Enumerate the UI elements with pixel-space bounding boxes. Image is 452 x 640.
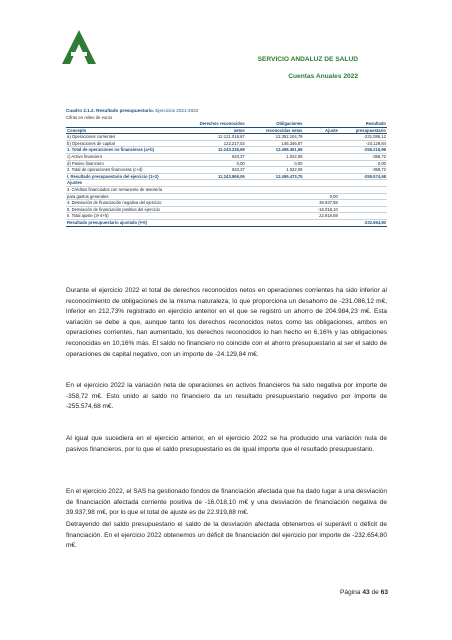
table-cell	[304, 153, 339, 160]
header-doc: Cuentas Anuales 2022	[288, 73, 358, 80]
table-row	[66, 173, 387, 180]
table-cell: 146.346,87	[246, 140, 304, 147]
table-cell: 12.352.104,79	[246, 134, 304, 141]
table-cell	[304, 219, 339, 226]
table-cell	[182, 206, 246, 213]
table-cell: presupuestario	[339, 127, 387, 134]
table-cell	[339, 200, 387, 207]
table-cell: 4. Desviación de financiación negativa del ejercicio	[66, 200, 182, 207]
table-cell: b) Operaciones de capital	[66, 140, 182, 147]
table-cell: 1.022,09	[246, 153, 304, 160]
logo-mark	[62, 30, 96, 64]
table-cell: 12.499.473,75	[246, 173, 304, 180]
table-header-row-bottom	[66, 127, 387, 134]
table-row	[66, 153, 387, 160]
header-org: SERVICIO ANDALUZ DE SALUD	[257, 56, 358, 63]
table-cell: para gastos generales	[66, 193, 182, 200]
table-cell: -358,72	[339, 153, 387, 160]
table-cell	[339, 213, 387, 220]
table-cell	[246, 213, 304, 220]
footer-total: 63	[380, 589, 388, 596]
table-cell	[182, 213, 246, 220]
table-cell: 0,00	[304, 193, 339, 200]
table-cell	[182, 193, 246, 200]
table-cell: 3. Créditos financiados con remanente de tesorería	[66, 186, 182, 193]
table-row	[66, 200, 387, 207]
table-cell	[246, 193, 304, 200]
table-cell	[339, 186, 387, 193]
table-cell	[304, 160, 339, 167]
table-section-adjustments	[66, 180, 387, 187]
junta-andalucia-logo	[62, 30, 96, 64]
table-cell: -231.086,12	[339, 134, 387, 141]
table-row	[66, 186, 387, 193]
table-cell	[246, 186, 304, 193]
table-row	[66, 167, 387, 174]
table-cell: 5. Desviación de financiación positiva del ejercicio	[66, 206, 182, 213]
table-cell: II. Total ajuste (3+4+5)	[66, 213, 182, 220]
paragraph-3: Al igual que sucediera en el ejercicio anterior, en el ejercicio 2022 se ha producido una variación nula de pasivos financieros, por lo que el saldo presupuestario es de igual importe que el resultado presupuestario.	[66, 435, 387, 453]
table-cell: 0,00	[339, 160, 387, 167]
table-cell: 122.217,02	[182, 140, 246, 147]
table-cell	[246, 206, 304, 213]
table-row	[66, 206, 387, 213]
table-cell: 633,37	[182, 153, 246, 160]
page-footer	[340, 589, 388, 596]
table-cell: Obligaciones	[246, 121, 304, 127]
table-cell: Ajuste	[304, 127, 339, 134]
table-cell: 12.121.018,67	[182, 134, 246, 141]
table-cell: -232.654,80	[339, 219, 387, 226]
table-cell: 1. Total de operaciones no financieras (a+b)	[66, 147, 182, 154]
budget-result-table	[66, 121, 387, 227]
table-cell: I. Resultado presupuestario del ejercicio (1+2)	[66, 173, 182, 180]
table-cell: -255.215,96	[339, 147, 387, 154]
table-cell	[246, 200, 304, 207]
table-body	[66, 121, 387, 226]
table-subtitle: Cifras en miles de euros	[66, 115, 113, 120]
table-cell: 12.243.235,69	[182, 147, 246, 154]
paragraph-2: En el ejercicio 2022 la variación neta de operaciones en activos financieros ha sido negativa por importe de -358,72 m€. Esto unido al saldo no financiero da un resultado presupuestario negativo por importe de -255.574,68 m€.	[66, 382, 387, 411]
table-cell: a) Operaciones corrientes	[66, 134, 182, 141]
table-cell	[304, 147, 339, 154]
table-row	[66, 160, 387, 167]
table-cell: netos	[182, 127, 246, 134]
table-cell: 1.022,09	[246, 167, 304, 174]
table-cell: c) Activo financiero	[66, 153, 182, 160]
table-row	[66, 134, 387, 141]
table-cell	[304, 173, 339, 180]
table-cell	[339, 193, 387, 200]
adjustments-label: Ajustes	[66, 180, 387, 187]
table-title-bold: Cuadro 2.1.2. Resultado presupuestario.	[66, 108, 155, 113]
table-cell	[246, 219, 304, 226]
table-row	[66, 147, 387, 154]
table-title	[66, 108, 198, 113]
table-cell: 0,00	[246, 160, 304, 167]
table-cell: 12.243.869,06	[182, 173, 246, 180]
table-cell: -16.018,10	[304, 206, 339, 213]
footer-page: 43	[362, 589, 370, 596]
table-cell	[304, 134, 339, 141]
table-row	[66, 193, 387, 200]
table-cell: 38.937,98	[304, 200, 339, 207]
table-cell	[304, 140, 339, 147]
table-cell: -255.574,68	[339, 173, 387, 180]
table-cell	[304, 167, 339, 174]
table-cell	[182, 186, 246, 193]
table-row-final	[66, 219, 387, 226]
table-cell: -24.129,84	[339, 140, 387, 147]
table-cell	[182, 200, 246, 207]
table-row	[66, 140, 387, 147]
table-row	[66, 213, 387, 220]
table-cell: 633,37	[182, 167, 246, 174]
footer-sep: de	[369, 589, 381, 596]
table-title-rest: Ejercicios 2021-2022	[154, 108, 199, 113]
table-cell: Derechos reconocidos	[182, 121, 246, 127]
table-cell	[339, 206, 387, 213]
table-cell: d) Pasivo financiero	[66, 160, 182, 167]
table-cell: 12.498.451,66	[246, 147, 304, 154]
table-cell: Concepto	[66, 127, 182, 134]
paragraph-1: Durante el ejercicio 2022 el total de derechos reconocidos netos en operaciones corrientes ha sido inferior al reconocimiento de obligaciones de la misma naturaleza, lo que proporciona un desahorro de -231.086,12 m€, inferior en 212,73% registrado en ejercicio anterior en el que se registró un ahorro de 204.984,23 m€. Esta variación se debe a que, aunque tanto los derechos reconocidos netos como las obligaciones, ambos en operaciones corrientes, han aumentado, los derechos reconocidos lo han hecho en 6,16% y las obligaciones reconocidas en 10,16% más. El saldo no financiero no coincide con el ahorro presupuestario al ser el saldo de operaciones de capital negativo, con un importe de -24.129,84 m€.	[66, 287, 387, 358]
table-cell: 2. Total de operaciones financieras (c+d)	[66, 167, 182, 174]
table-cell: Resultado	[339, 121, 387, 127]
paragraph-5: Detrayendo del saldo presupuestario el saldo de la desviación afectada obtenemos el superávit o déficit de financiación. En el ejercicio 2022 obtenemos un déficit de financiación del ejercicio por importe de -232.654,80 m€.	[66, 521, 387, 550]
footer-prefix: Página	[339, 589, 363, 596]
table-cell	[304, 186, 339, 193]
table-cell: Resultado presupuestario ajustado (I+II)	[66, 219, 182, 226]
table-cell	[182, 219, 246, 226]
table-cell: 0,00	[182, 160, 246, 167]
table-cell: reconocidas netas	[246, 127, 304, 134]
paragraph-4: En el ejercicio 2022, el SAS ha gestionado fondos de financiación afectada que ha dado lugar a una desviación de financiación afectada corriente positiva de -16.018,10 m€ y una desviación de financiación negativa de 39.937,98 m€, por lo que el total de ajuste es de 22.919,88 m€.	[66, 488, 387, 517]
table-cell: -358,72	[339, 167, 387, 174]
table-cell: 22.919,88	[304, 213, 339, 220]
